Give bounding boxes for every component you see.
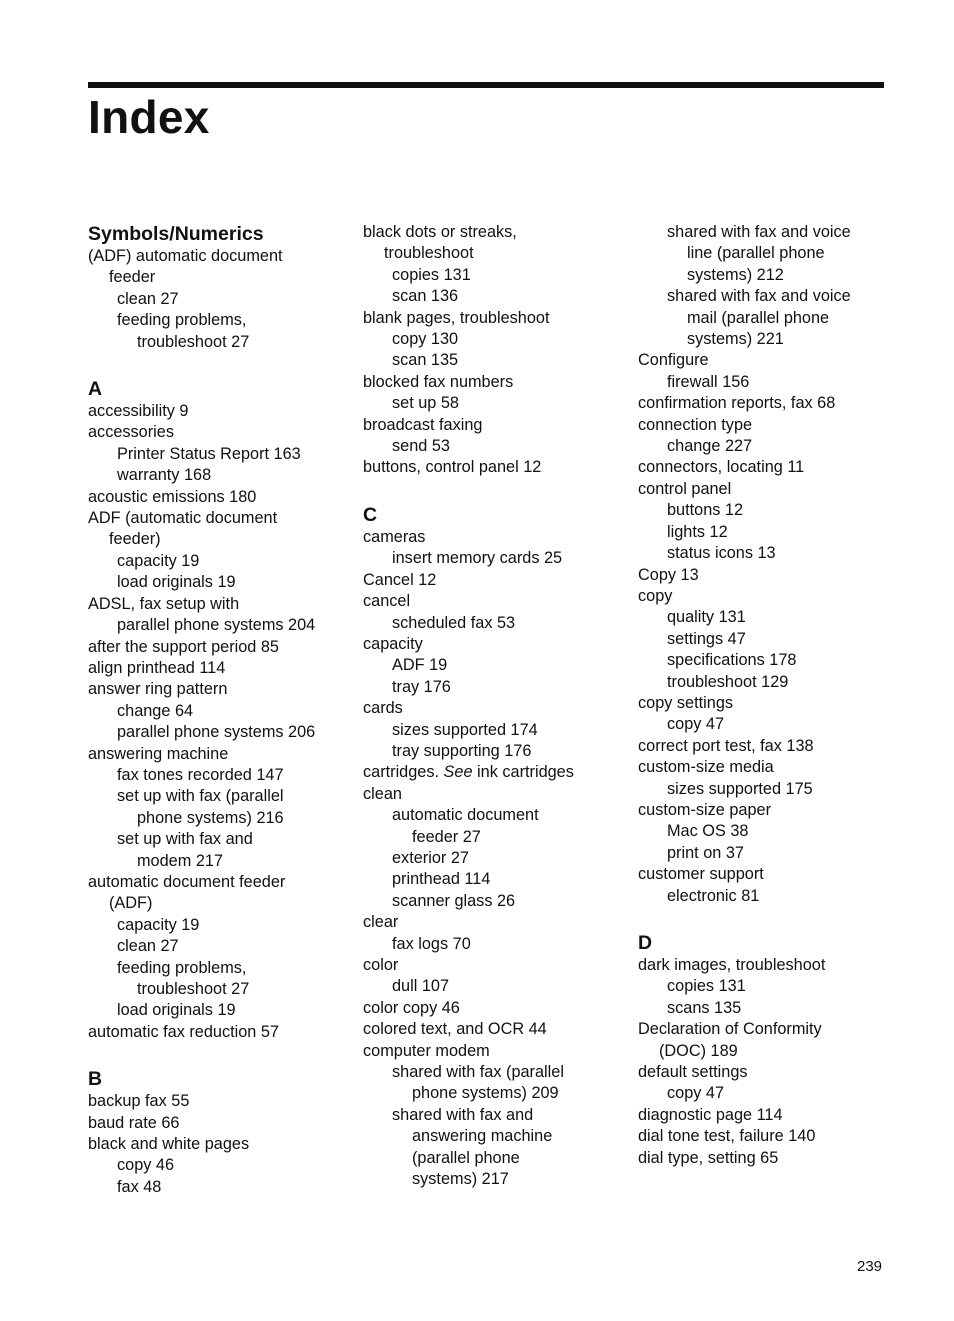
index-entry: default settings — [638, 1063, 748, 1082]
index-subentry: insert memory cards 25 — [392, 549, 563, 568]
index-subentry: troubleshoot 27 — [137, 980, 250, 998]
index-entry: colored text, and OCR 44 — [363, 1020, 547, 1039]
index-entry: backup fax 55 — [88, 1092, 190, 1111]
index-subentry: line (parallel phone — [687, 244, 825, 263]
index-entry: dial type, setting 65 — [638, 1148, 779, 1167]
index-subentry: specifications 178 — [667, 651, 797, 670]
index-subentry: mail (parallel phone — [687, 308, 830, 327]
section-gap — [88, 353, 358, 377]
see-reference: See — [443, 763, 473, 782]
index-subentry: Printer Status Report 163 — [117, 444, 301, 463]
section-heading: A — [88, 378, 103, 401]
index-subentry: lights 12 — [667, 522, 728, 541]
index-subentry: quality 131 — [667, 608, 746, 627]
index-subentry: warranty 168 — [117, 466, 212, 485]
index-subentry: Mac OS 38 — [667, 822, 749, 841]
index-subentry: troubleshoot 129 — [667, 672, 789, 691]
index-subentry: change 227 — [667, 437, 753, 456]
index-subentry: copies 131 — [667, 977, 746, 996]
index-entry: connectors, locating 11 — [638, 458, 805, 477]
index-entry: automatic fax reduction 57 — [88, 1022, 279, 1041]
index-subentry: fax 48 — [117, 1177, 162, 1196]
index-entry: feeder) — [109, 530, 161, 549]
index-column-1 — [88, 222, 358, 1198]
section-gap — [88, 1043, 358, 1067]
index-entry: automatic document feeder — [88, 872, 286, 891]
index-entry: color — [363, 956, 399, 974]
index-subentry: firewall 156 — [667, 372, 750, 391]
index-subentry: sizes supported 174 — [392, 720, 538, 739]
index-subentry: clean 27 — [117, 289, 179, 308]
index-entry: copy settings — [638, 693, 734, 712]
index-entry: troubleshoot — [384, 244, 474, 263]
index-subentry: scheduled fax 53 — [392, 613, 516, 632]
index-entry: feeder — [109, 268, 156, 287]
section-heading: B — [88, 1068, 103, 1091]
entry-text: cartridges. — [363, 763, 444, 782]
index-entry: answering machine — [88, 744, 229, 763]
index-entry: acoustic emissions 180 — [88, 487, 257, 506]
index-subentry: automatic document — [392, 806, 539, 825]
index-subentry: exterior 27 — [392, 848, 469, 867]
index-subentry: change 64 — [117, 701, 194, 720]
index-subentry: feeding problems, — [117, 958, 247, 977]
index-subentry: scan 136 — [392, 287, 459, 306]
index-subentry: printhead 114 — [392, 870, 491, 889]
index-entry: Cancel 12 — [363, 570, 437, 589]
index-entry: Configure — [638, 351, 709, 370]
index-column-3 — [638, 222, 908, 1169]
index-subentry: load originals 19 — [117, 573, 236, 592]
section-heading: Symbols/Numerics — [88, 223, 264, 245]
index-entry: custom-size paper — [638, 800, 772, 819]
index-subentry: capacity 19 — [117, 551, 200, 570]
index-entry — [363, 762, 633, 783]
index-subentry: set up with fax and — [117, 830, 253, 849]
index-subentry: systems) 221 — [687, 330, 784, 349]
index-subentry: dull 107 — [392, 977, 450, 996]
index-entry: customer support — [638, 865, 764, 884]
index-subentry: set up 58 — [392, 394, 459, 413]
index-entry: (ADF) — [109, 894, 153, 913]
index-entry: clear — [363, 913, 399, 932]
index-subentry: answering machine — [412, 1127, 553, 1146]
index-entry: capacity — [363, 634, 423, 653]
index-subentry: print on 37 — [667, 843, 744, 862]
index-subentry: shared with fax (parallel — [392, 1063, 564, 1082]
title-rule — [88, 82, 884, 88]
index-subentry: clean 27 — [117, 937, 179, 956]
index-entry: clean — [363, 784, 402, 803]
index-subentry: feeder 27 — [412, 827, 481, 846]
index-entry: correct port test, fax 138 — [638, 736, 814, 755]
index-subentry: scanner glass 26 — [392, 891, 516, 910]
index-entry: blocked fax numbers — [363, 372, 514, 391]
index-entry: cards — [363, 699, 403, 718]
index-entry: blank pages, troubleshoot — [363, 308, 550, 327]
index-subentry: tray 176 — [392, 677, 451, 696]
section-gap — [363, 479, 633, 503]
index-entry: answer ring pattern — [88, 680, 228, 699]
index-entry: accessories — [88, 423, 174, 442]
section-heading: C — [363, 503, 378, 526]
index-entry: (DOC) 189 — [659, 1041, 738, 1060]
index-subentry: parallel phone systems 204 — [117, 616, 316, 635]
page-title: Index — [88, 91, 210, 143]
index-subentry: fax logs 70 — [392, 934, 471, 953]
index-subentry: copy 47 — [667, 1084, 725, 1103]
index-entry: black and white pages — [88, 1135, 250, 1154]
index-subentry: tray supporting 176 — [392, 741, 532, 760]
section-heading: D — [638, 932, 653, 954]
index-entry: black dots or streaks, — [363, 223, 517, 241]
index-entry: control panel — [638, 479, 732, 498]
index-subentry: send 53 — [392, 437, 450, 456]
index-entry: ADF (automatic document — [88, 509, 278, 528]
index-subentry: fax tones recorded 147 — [117, 765, 284, 784]
index-subentry: copies 131 — [392, 265, 471, 284]
index-subentry: (parallel phone — [412, 1148, 520, 1167]
index-subentry: shared with fax and voice — [667, 287, 851, 306]
index-subentry: scan 135 — [392, 351, 459, 370]
entry-text: ink cartridges — [472, 763, 574, 782]
index-subentry: modem 217 — [137, 851, 223, 870]
page-number: 239 — [857, 1258, 883, 1275]
index-entry: after the support period 85 — [88, 637, 279, 656]
index-entry: copy — [638, 586, 673, 605]
index-entry: Copy 13 — [638, 565, 699, 584]
index-entry: dial tone test, failure 140 — [638, 1127, 816, 1146]
index-subentry: shared with fax and — [392, 1105, 534, 1124]
index-entry: align printhead 114 — [88, 658, 226, 677]
index-entry: dark images, troubleshoot — [638, 956, 826, 974]
index-subentry: copy 130 — [392, 330, 459, 349]
index-subentry: phone systems) 216 — [137, 808, 284, 827]
index-subentry: set up with fax (parallel — [117, 787, 284, 806]
index-subentry: copy 47 — [667, 715, 725, 734]
index-subentry: feeding problems, — [117, 311, 247, 330]
index-entry: accessibility 9 — [88, 402, 189, 421]
index-entry: cancel — [363, 592, 411, 611]
index-entry: connection type — [638, 415, 753, 434]
index-subentry: capacity 19 — [117, 915, 200, 934]
index-subentry: buttons 12 — [667, 501, 744, 520]
index-entry: (ADF) automatic document — [88, 247, 283, 265]
section-gap — [638, 907, 908, 931]
index-subentry: ADF 19 — [392, 656, 448, 675]
index-entry: baud rate 66 — [88, 1113, 180, 1132]
index-entry: computer modem — [363, 1041, 490, 1060]
index-subentry: status icons 13 — [667, 544, 776, 563]
index-entry: buttons, control panel 12 — [363, 458, 542, 477]
index-subentry: copy 46 — [117, 1156, 175, 1175]
index-entry: broadcast faxing — [363, 415, 483, 434]
index-subentry: settings 47 — [667, 629, 746, 648]
index-column-2 — [363, 222, 633, 1190]
index-subentry: systems) 217 — [412, 1170, 509, 1189]
index-entry: custom-size media — [638, 758, 774, 777]
index-entry: diagnostic page 114 — [638, 1105, 783, 1124]
index-entry: ADSL, fax setup with — [88, 594, 240, 613]
index-subentry: parallel phone systems 206 — [117, 723, 316, 742]
index-subentry: load originals 19 — [117, 1001, 236, 1020]
index-entry: cameras — [363, 527, 426, 546]
index-subentry: electronic 81 — [667, 886, 760, 905]
index-subentry: shared with fax and voice — [667, 223, 851, 241]
index-subentry: sizes supported 175 — [667, 779, 813, 798]
index-subentry: scans 135 — [667, 998, 742, 1017]
index-entry: color copy 46 — [363, 998, 460, 1017]
index-subentry: troubleshoot 27 — [137, 332, 250, 351]
index-subentry: phone systems) 209 — [412, 1084, 559, 1103]
index-entry: Declaration of Conformity — [638, 1020, 822, 1039]
index-subentry: systems) 212 — [687, 265, 784, 284]
index-entry: confirmation reports, fax 68 — [638, 394, 836, 413]
